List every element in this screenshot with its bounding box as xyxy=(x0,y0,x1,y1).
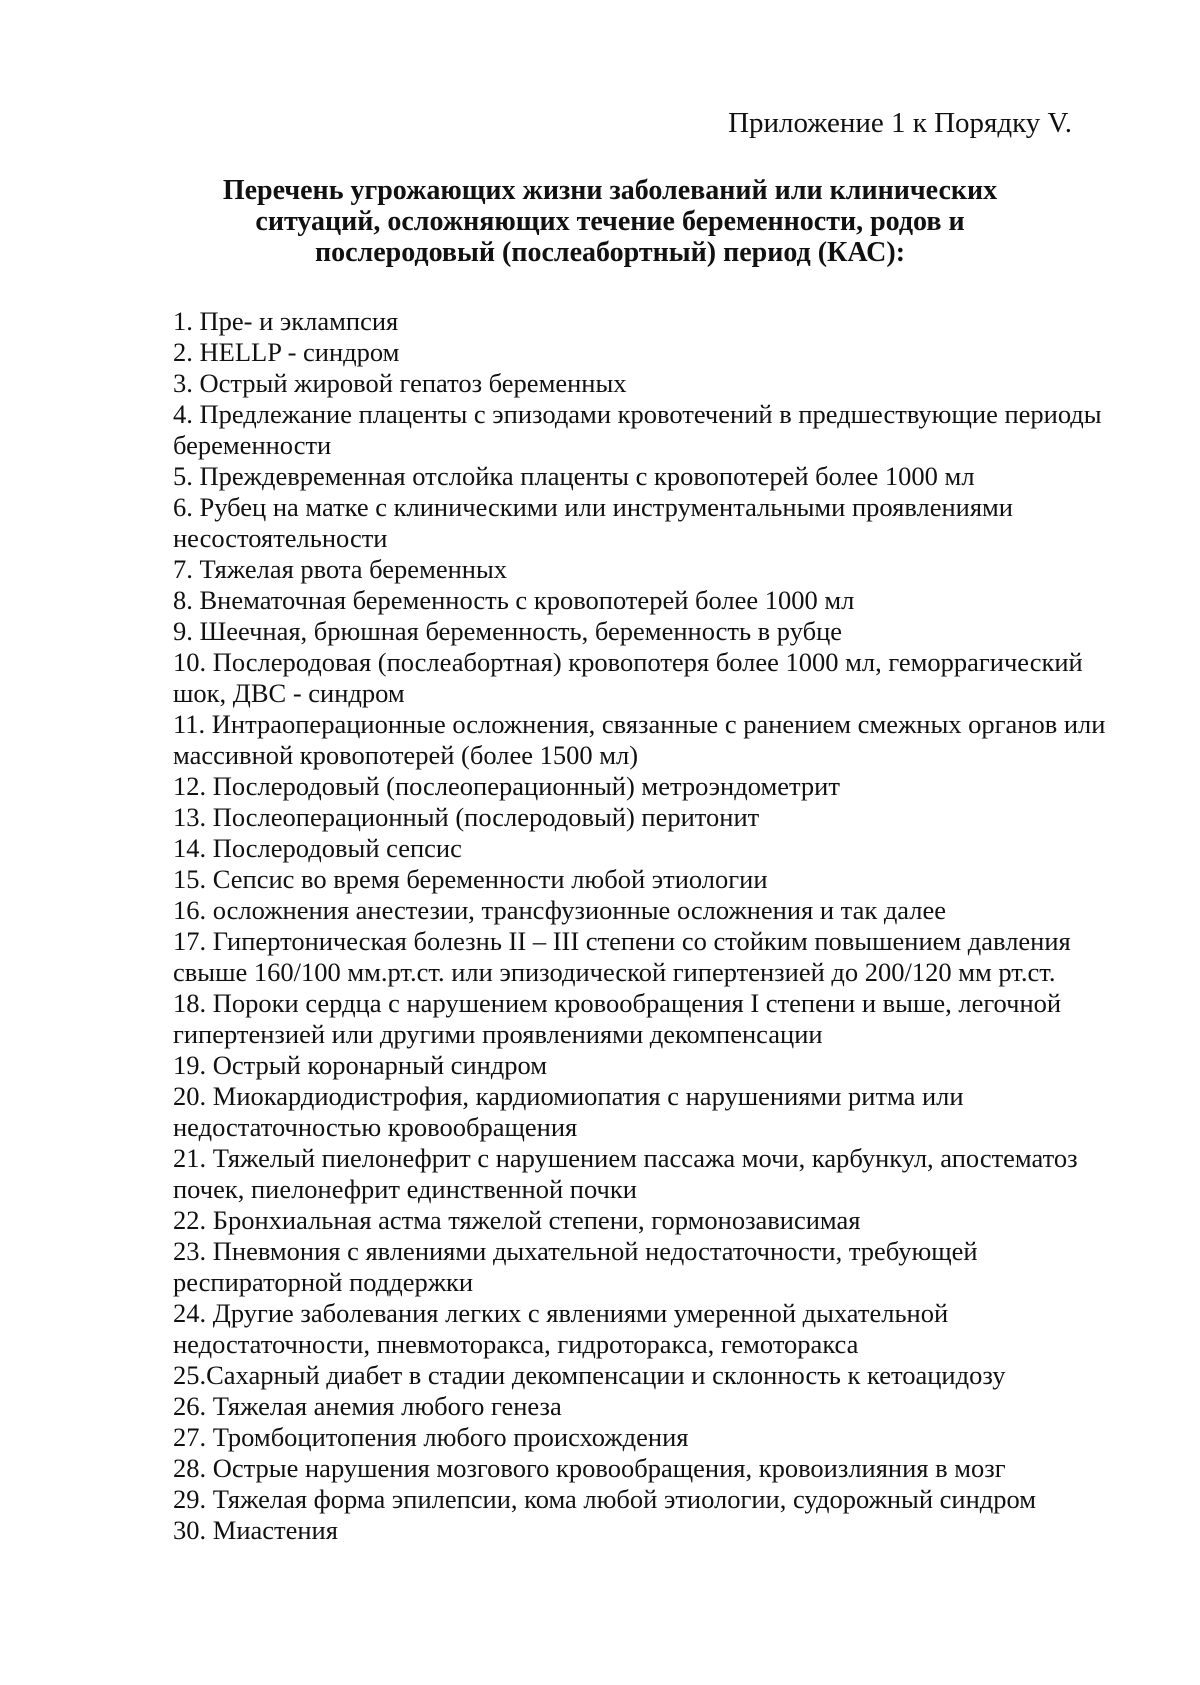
list-item: 28. Острые нарушения мозгового кровообращения, кровоизлияния в мозг xyxy=(173,1453,1006,1483)
list-item: 16. осложнения анестезии, трансфузионные осложнения и так далее xyxy=(173,895,947,925)
list-item: 23. Пневмония с явлениями дыхательной недостаточности, требующей респираторной поддержки xyxy=(173,1236,978,1297)
list-item: 7. Тяжелая рвота беременных xyxy=(173,554,508,584)
list-item: 22. Бронхиальная астма тяжелой степени, гормонозависимая xyxy=(173,1205,861,1235)
list-item: 13. Послеоперационный (послеродовый) перитонит xyxy=(173,802,760,832)
list-item: 9. Шеечная, брюшная беременность, беременность в рубце xyxy=(173,616,843,646)
title-line: послеродовый (послеабортный) период (КАС): xyxy=(314,237,906,268)
list-item: 30. Миастения xyxy=(173,1515,338,1545)
list-item: 5. Преждевременная отслойка плаценты с кровопотерей более 1000 мл xyxy=(173,461,975,491)
list-item: 24. Другие заболевания легких с явлениями умеренной дыхательной недостаточности, пневмоторакса, гидроторакса, гемоторакса xyxy=(173,1298,949,1359)
list-item: 27. Тромбоцитопения любого происхождения xyxy=(173,1422,689,1452)
appendix-label: Приложение 1 к Порядку V. xyxy=(728,107,1072,139)
list-item: 19. Острый коронарный синдром xyxy=(173,1050,548,1080)
list-item: 29. Тяжелая форма эпилепсии, кома любой этиологии, судорожный синдром xyxy=(173,1484,1037,1514)
condition-list xyxy=(173,306,1138,1546)
list-item: 4. Предлежание плаценты с эпизодами кровотечений в предшествующие периоды беременности xyxy=(173,399,1102,460)
list-item: 6. Рубец на матке с клиническими или инструментальными проявлениями несостоятельности xyxy=(173,492,1013,553)
list-item: 10. Послеродовая (послеабортная) кровопотеря более 1000 мл, геморрагический шок, ДВС - синдром xyxy=(173,647,1083,708)
list-item: 12. Послеродовый (послеоперационный) метроэндометрит xyxy=(173,771,840,801)
list-item: 1. Пре- и эклампсия xyxy=(173,306,399,336)
list-item: 3. Острый жировой гепатоз беременных xyxy=(173,368,627,398)
list-item: 20. Миокардиодистрофия, кардиомиопатия с нарушениями ритма или недостаточностью кровообращения xyxy=(173,1081,964,1142)
list-item: 26. Тяжелая анемия любого генеза xyxy=(173,1391,562,1421)
list-item: 21. Тяжелый пиелонефрит с нарушением пассажа мочи, карбункул, апостематоз почек, пиелонефрит единственной почки xyxy=(173,1143,1078,1204)
list-item: 8. Внематочная беременность с кровопотерей более 1000 мл xyxy=(173,585,855,615)
title-line: Перечень угрожающих жизни заболеваний или клинических xyxy=(222,175,998,206)
list-item: 17. Гипертоническая болезнь II – III степени со стойким повышением давления свыше 160/100 мм.рт.ст. или эпизодической гипертензией до 200/120 мм рт.ст. xyxy=(173,926,1071,987)
title-line: ситуаций, осложняющих течение беременности, родов и xyxy=(255,206,965,237)
document-title xyxy=(170,175,1050,268)
list-item: 14. Послеродовый сепсис xyxy=(173,833,462,863)
list-item: 2. HELLP - синдром xyxy=(173,337,400,367)
list-item: 18. Пороки сердца с нарушением кровообращения I степени и выше, легочной гипертензией или другими проявлениями декомпенсации xyxy=(173,988,1062,1049)
list-item: 15. Сепсис во время беременности любой этиологии xyxy=(173,864,768,894)
list-item: 25.Сахарный диабет в стадии декомпенсации и склонность к кетоацидозу xyxy=(173,1360,1006,1390)
list-item: 11. Интраоперационные осложнения, связанные с ранением смежных органов или массивной кровопотерей (более 1500 мл) xyxy=(173,709,1106,770)
